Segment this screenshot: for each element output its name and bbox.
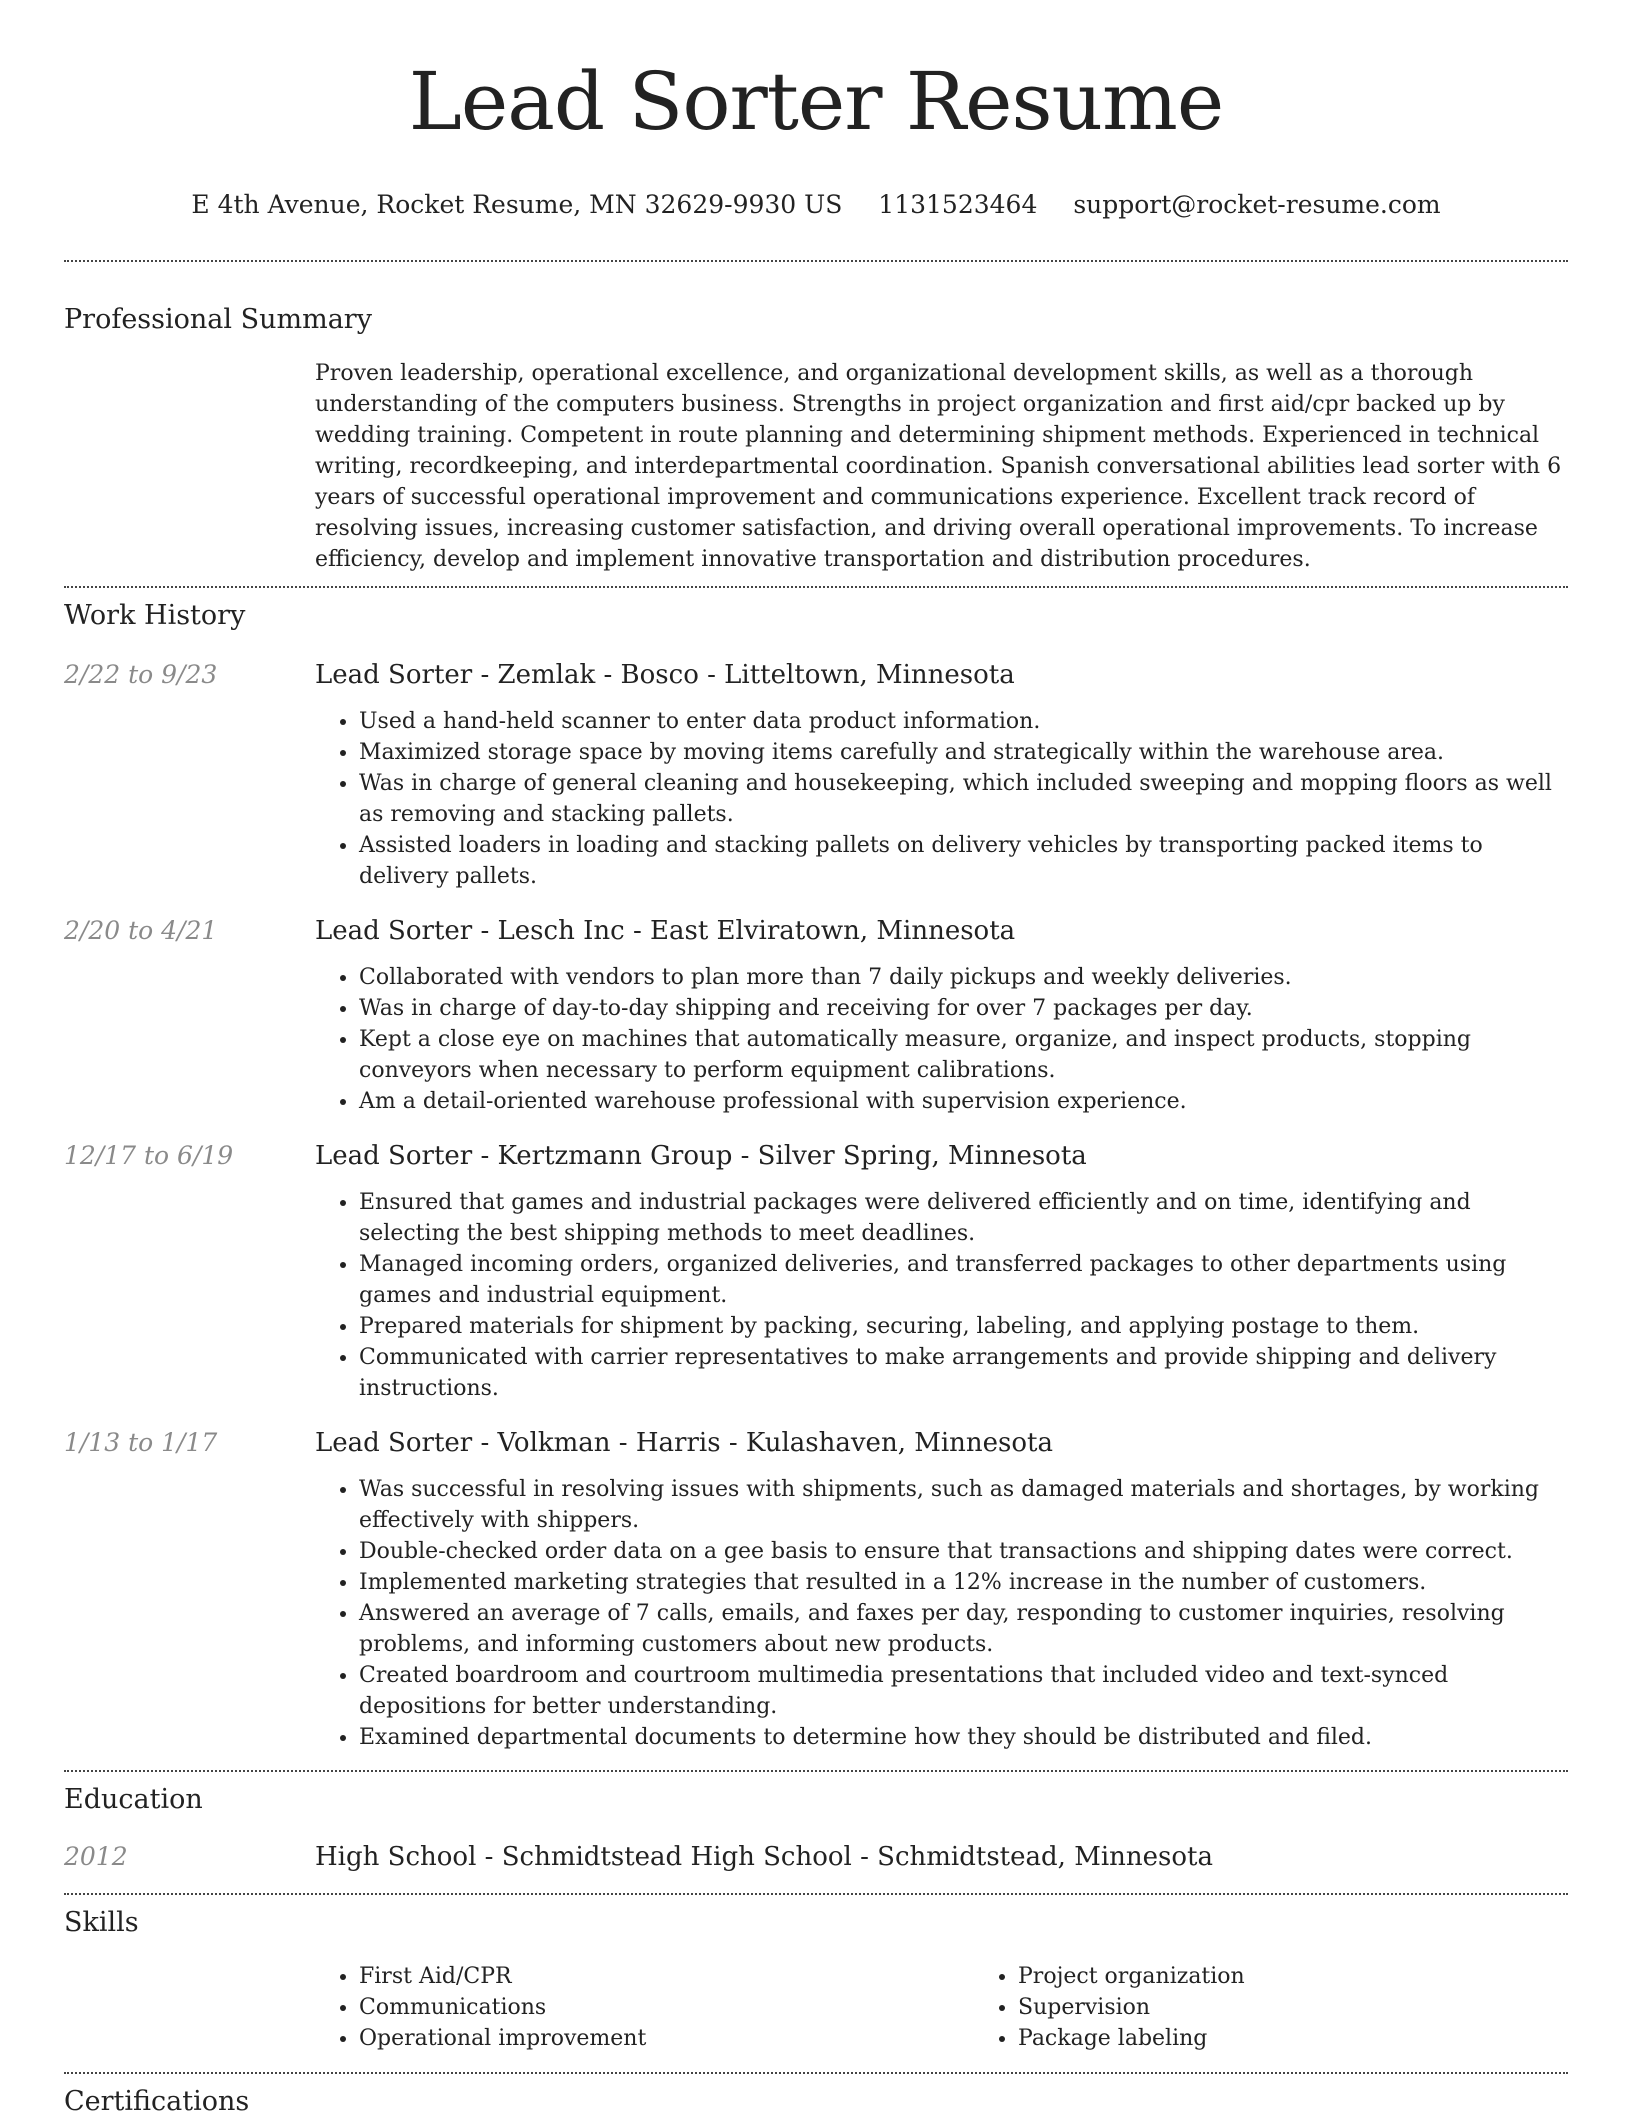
section-divider <box>64 260 1568 262</box>
section-divider <box>64 586 1568 588</box>
skills-list <box>315 1961 1632 2054</box>
section-title-summary: Professional Summary <box>64 304 372 335</box>
skill-item: • Project organization <box>1018 1961 1632 1992</box>
job-bullets <box>315 1187 1568 1404</box>
job-entry <box>64 1139 1568 1404</box>
section-divider <box>64 1893 1568 1895</box>
job-title: Lead Sorter - Lesch Inc - East Elviratown, Minnesota <box>315 916 1016 946</box>
summary-text: Proven leadership, operational excellence, and organizational development skills, as well as a thorough understanding of the computers business. Strengths in project organization and first aid/cpr backed up by wedding training. Competent in route planning and determining shipment methods. Experienced in technical writing, recordkeeping, and interdepartmental coordination. Spanish conversational abilities lead sorter with 6 years of successful operational improvement and communications experience. Excellent track record of resolving issues, increasing customer satisfaction, and driving overall operational improvements. To increase efficiency, develop and implement innovative transportation and distribution procedures. <box>315 361 1562 572</box>
job-bullet: • Answered an average of 7 calls, emails, and faxes per day, responding to customer inquiries, resolving problems, and informing customers about new products. <box>359 1598 1568 1660</box>
job-bullet: • Am a detail-oriented warehouse professional with supervision experience. <box>359 1086 1568 1117</box>
job-bullets <box>315 706 1568 892</box>
section-divider <box>64 1770 1568 1772</box>
skill-item: • First Aid/CPR <box>359 1961 974 1992</box>
skill-item: • Supervision <box>1018 1992 1632 2023</box>
skills-column-left <box>315 1961 974 2054</box>
job-bullet: • Used a hand-held scanner to enter data product information. <box>359 706 1568 737</box>
job-bullet: • Implemented marketing strategies that resulted in a 12% increase in the number of customers. <box>359 1567 1568 1598</box>
job-bullets <box>315 1474 1568 1753</box>
education-date: 2012 <box>64 1842 128 1871</box>
skills-column-right <box>974 1961 1632 2054</box>
resume-title: Lead Sorter Resume <box>408 55 1224 148</box>
section-title-certifications: Certifications <box>64 2086 250 2117</box>
job-title: Lead Sorter - Volkman - Harris - Kulashaven, Minnesota <box>315 1428 1053 1458</box>
job-bullets <box>315 962 1568 1117</box>
job-bullet: • Double-checked order data on a gee basis to ensure that transactions and shipping dates were correct. <box>359 1536 1568 1567</box>
skill-item: • Package labeling <box>1018 2023 1632 2054</box>
job-title: Lead Sorter - Zemlak - Bosco - Litteltown, Minnesota <box>315 660 1015 690</box>
job-bullet: • Collaborated with vendors to plan more than 7 daily pickups and weekly deliveries. <box>359 962 1568 993</box>
job-date: 2/22 to 9/23 <box>64 660 218 689</box>
resume-page <box>64 0 1568 2120</box>
education-title: High School - Schmidtstead High School - Schmidtstead, Minnesota <box>315 1842 1213 1872</box>
contact-address: E 4th Avenue, Rocket Resume, MN 32629-9930 US <box>191 190 843 219</box>
job-bullet: • Ensured that games and industrial packages were delivered efficiently and on time, identifying and selecting the best shipping methods to meet deadlines. <box>359 1187 1568 1249</box>
contact-phone: 1131523464 <box>878 190 1038 219</box>
skill-item: • Communications <box>359 1992 974 2023</box>
job-bullet: • Assisted loaders in loading and stacking pallets on delivery vehicles by transporting packed items to delivery pallets. <box>359 830 1568 892</box>
section-title-education: Education <box>64 1784 203 1815</box>
job-bullet: • Was successful in resolving issues with shipments, such as damaged materials and shortages, by working effectively with shippers. <box>359 1474 1568 1536</box>
job-bullet: • Was in charge of day-to-day shipping and receiving for over 7 packages per day. <box>359 993 1568 1024</box>
job-bullet: • Kept a close eye on machines that automatically measure, organize, and inspect products, stopping conveyors when necessary to perform equipment calibrations. <box>359 1024 1568 1086</box>
skill-item: • Operational improvement <box>359 2023 974 2054</box>
job-title: Lead Sorter - Kertzmann Group - Silver Spring, Minnesota <box>315 1141 1087 1171</box>
job-entry <box>64 914 1568 1117</box>
contact-email: support@rocket-resume.com <box>1073 190 1441 219</box>
job-date: 12/17 to 6/19 <box>64 1141 234 1170</box>
job-entry <box>64 658 1568 892</box>
section-title-skills: Skills <box>64 1907 139 1938</box>
job-date: 1/13 to 1/17 <box>64 1428 218 1457</box>
job-entry <box>64 1426 1568 1753</box>
job-bullet: • Examined departmental documents to determine how they should be distributed and filed. <box>359 1722 1568 1753</box>
job-bullet: • Maximized storage space by moving items carefully and strategically within the warehouse area. <box>359 737 1568 768</box>
job-bullet: • Managed incoming orders, organized deliveries, and transferred packages to other departments using games and industrial equipment. <box>359 1249 1568 1311</box>
education-entry <box>64 1840 1568 1874</box>
section-divider <box>64 2072 1568 2074</box>
job-bullet: • Was in charge of general cleaning and housekeeping, which included sweeping and mopping floors as well as removing and stacking pallets. <box>359 768 1568 830</box>
job-date: 2/20 to 4/21 <box>64 916 218 945</box>
contact-line <box>64 188 1568 222</box>
job-bullet: • Communicated with carrier representatives to make arrangements and provide shipping and delivery instructions. <box>359 1342 1568 1404</box>
job-bullet: • Created boardroom and courtroom multimedia presentations that included video and text-synced depositions for better understanding. <box>359 1660 1568 1722</box>
section-title-work-history: Work History <box>64 600 246 631</box>
job-bullet: • Prepared materials for shipment by packing, securing, labeling, and applying postage to them. <box>359 1311 1568 1342</box>
